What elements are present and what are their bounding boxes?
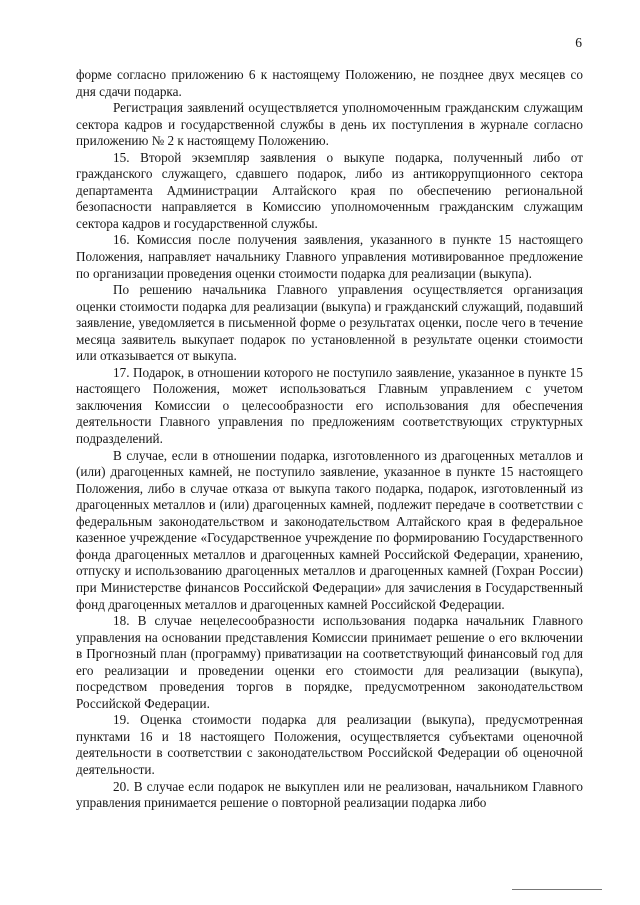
paragraph-15: 15. Второй экземпляр заявления о выкупе подарка, полученный либо от гражданского служащего, сдавшего подарок, либо из антикоррупционного сектора департамента Администрации Алтайского края по обеспечению региональной безопасности направляется в Комиссию уполномоченным гражданским служащим сектора кадров и государственной службы.	[76, 149, 583, 231]
page-number: 6	[575, 35, 582, 50]
paragraph-17-precious: В случае, если в отношении подарка, изготовленного из драгоценных металлов и (или) драгоценных камней, не поступило заявление, указанное в пункте 15 настоящего Положения, либо в случае отказа от выкупа такого подарка, подарок, изготовленный из драгоценных металлов и (или) драгоценных камней, подлежит передаче в соответствии с федеральным законодательством и законодательством Алтайского края в федеральное казенное учреждение «Государственное учреждение по формированию Государственного фонда драгоценных металлов и драгоценных камней Российской Федерации, хранению, отпуску и использованию драгоценных металлов и драгоценных камней (Гохран России) при Министерстве финансов Российской Федерации» для зачисления в Государственный фонд драгоценных металлов и драгоценных камней Российской Федерации.	[76, 447, 583, 612]
paragraph-16: 16. Комиссия после получения заявления, указанного в пункте 15 настоящего Положения, направляет начальнику Главного управления мотивированное предложение по организации проведения оценки стоимости подарка для реализации (выкупа).	[76, 232, 583, 281]
paragraph-17: 17. Подарок, в отношении которого не поступило заявление, указанное в пункте 15 настоящего Положения, может использоваться Главным управлением с учетом заключения Комиссии о целесообразности его использования для обеспечения деятельности Главного управления по предложениям соответствующих структурных подразделений.	[76, 364, 583, 447]
paragraph-18: 18. В случае нецелесообразности использования подарка начальник Главного управления на основании представления Комиссии принимает решение о его включении в Прогнозный план (программу) приватизации на соответствующий финансовый год для его реализации и проведении оценки его стоимости для реализации (выкупа), посредством проведения торгов в порядке, предусмотренном законодательством Российской Федерации.	[76, 613, 583, 711]
paragraph-registration: Регистрация заявлений осуществляется уполномоченным гражданским служащим сектора кадров и государственной службы в день их поступления в журнале согласно приложению № 2 к настоящему Положению.	[76, 100, 583, 149]
paragraph-continuation: форме согласно приложению 6 к настоящему Положению, не позднее двух месяцев со дня сдачи подарка.	[76, 67, 583, 99]
bottom-divider	[512, 889, 602, 890]
paragraph-16-decision: По решению начальника Главного управления осуществляется организация оценки стоимости подарка для реализации (выкупа) и гражданский служащий, подавший заявление, уведомляется в письменной форме о результатах оценки, после чего в течение месяца заявитель выкупает подарок по установленной в результате оценки стоимости или отказывается от выкупа.	[76, 282, 583, 364]
paragraph-19: 19. Оценка стоимости подарка для реализации (выкупа), предусмотренная пунктами 16 и 18 настоящего Положения, осуществляется субъектами оценочной деятельности в соответствии с законодательством Российской Федерации об оценочной деятельности.	[76, 712, 583, 777]
document-body	[76, 67, 583, 812]
paragraph-20: 20. В случае если подарок не выкуплен или не реализован, начальником Главного управления принимается решение о повторной реализации подарка либо	[76, 778, 583, 811]
